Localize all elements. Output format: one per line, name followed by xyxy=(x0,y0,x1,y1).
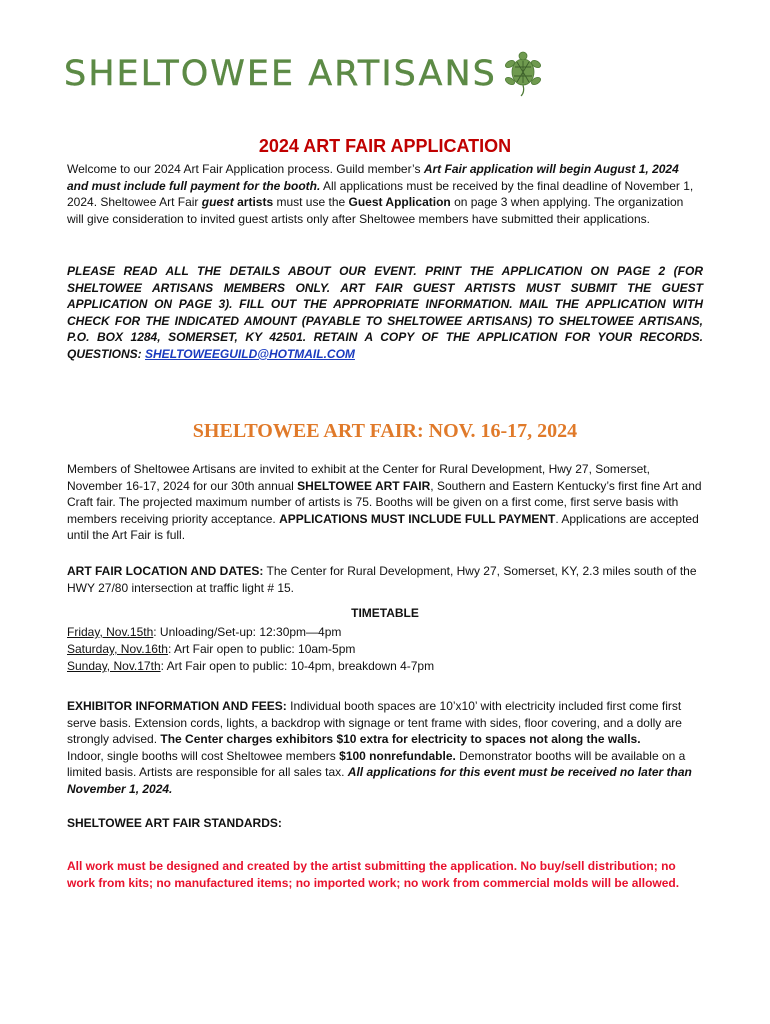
members-paragraph xyxy=(67,461,703,544)
members-text: . Applications are accepted until the Art Fair is full. xyxy=(67,511,699,542)
timetable-day: Friday, Nov.15th xyxy=(67,625,154,639)
payment-notice-text: APPLICATIONS MUST INCLUDE FULL PAYMENT xyxy=(279,511,556,526)
exhibitor-paragraph xyxy=(67,698,703,797)
standards-heading: SHELTOWEE ART FAIR STANDARDS: xyxy=(67,816,282,830)
deadline-notice-text: All applications for this event must be received no later than November 1, 2024. xyxy=(67,765,692,796)
members-text: , Southern and Eastern Kentucky’s first fine Art and Craft fair. The projected maximum number of artists is 75. Booths will be given on a first come, first serve basis with members receiving priority acceptance. xyxy=(67,478,702,526)
exhibitor-label: EXHIBITOR INFORMATION AND FEES: xyxy=(67,699,287,713)
intro-text: on page 3 when applying. The organization will give consideration to invited guest artists only after Sheltowee members have submitted their applications. xyxy=(67,195,684,226)
page-title: 2024 ART FAIR APPLICATION xyxy=(258,136,512,156)
timetable-detail: : Art Fair open to public: 10am-5pm xyxy=(167,642,356,656)
logo-text: SHELTOWEE ARTISANS xyxy=(64,54,497,94)
intro-text: Welcome to our 2024 Art Fair Application process. Guild member’s xyxy=(67,162,424,176)
timetable-detail: : Art Fair open to public: 10-4pm, breakdown 4-7pm xyxy=(160,659,435,673)
booth-fee-text: $100 nonrefundable. xyxy=(339,748,456,763)
exhibitor-text: Individual booth spaces are 10’x10’ with electricity included first come first serve basis. Extension cords, lights, a backdrop with signage or tent frame with sides, floor covering, and a dolly are strongly advised. xyxy=(67,699,682,746)
timetable-detail: : Unloading/Set-up: 12:30pm—4pm xyxy=(153,625,342,639)
timetable-row xyxy=(67,641,703,658)
electricity-notice-text: The Center charges exhibitors $10 extra for electricity to spaces not along the walls. xyxy=(160,732,641,746)
intro-guest-application-text: Guest Application xyxy=(348,195,451,209)
timetable-day: Sunday, Nov.17th xyxy=(67,659,161,673)
intro-text: All applications must be received by the final deadline of November 1, 2024. Sheltowee Art Fair xyxy=(67,178,694,209)
standards-rules: All work must be designed and created by the artist submitting the application. No buy/sell distribution; no work from kits; no manufactured items; no imported work; no work from commercial molds will be allowed. xyxy=(67,859,680,890)
instructions-text: PLEASE READ ALL THE DETAILS ABOUT OUR EVENT. PRINT THE APPLICATION ON PAGE 2 (FOR SHELTOWEE ARTISANS MEMBERS ONLY. ART FAIR GUEST ARTISTS MUST SUBMIT THE GUEST APPLICATION ON PAGE 3). FILL OUT THE APPROPRIATE INFORMATION. MAIL THE APPLICATION WITH CHECK FOR THE INDICATED AMOUNT (PAYABLE TO SHELTOWEE ARTISANS) TO SHELTOWEE ARTISANS, P.O. BOX 1284, SOMERSET, KY 42501. RETAIN A COPY OF THE APPLICATION FOR YOUR RECORDS. QUESTIONS: xyxy=(67,264,703,361)
location-label: ART FAIR LOCATION AND DATES: xyxy=(67,564,264,578)
email-link[interactable]: SHELTOWEEGUILD@HOTMAIL.COM xyxy=(145,346,355,361)
art-fair-heading: SHELTOWEE ART FAIR: NOV. 16-17, 2024 xyxy=(192,420,578,442)
intro-deadline-text: Art Fair application will begin August 1, 2024 and must include full payment for the booth. xyxy=(67,162,679,193)
exhibitor-text: Indoor, single booths will cost Sheltowee members xyxy=(67,748,340,763)
fair-name-text: SHELTOWEE ART FAIR xyxy=(297,478,431,493)
members-text: Members of Sheltowee Artisans are invited to exhibit at the Center for Rural Development, Hwy 27, Somerset, November 16-17, 2024 for our 30th annual xyxy=(67,462,650,493)
intro-guest-text: guest xyxy=(201,195,234,209)
intro-artists-text: artists xyxy=(233,195,274,209)
exhibitor-text: Demonstrator booths will be available on a limited basis. Artists are responsible for all sales tax. xyxy=(67,748,686,779)
timetable-day: Saturday, Nov.16th xyxy=(67,642,168,656)
turtle-logo-icon xyxy=(503,50,543,100)
timetable-row xyxy=(67,658,703,675)
intro-text: must use the xyxy=(273,195,349,209)
timetable xyxy=(67,624,703,675)
timetable-title: TIMETABLE xyxy=(351,606,419,620)
timetable-row xyxy=(67,624,703,641)
location-text: The Center for Rural Development, Hwy 27, Somerset, KY, 2.3 miles south of the HWY 27/80 intersection at traffic light # 15. xyxy=(67,564,697,595)
instructions-notice xyxy=(67,263,703,362)
intro-paragraph xyxy=(67,161,703,227)
header xyxy=(64,46,543,102)
location-paragraph xyxy=(67,563,703,596)
